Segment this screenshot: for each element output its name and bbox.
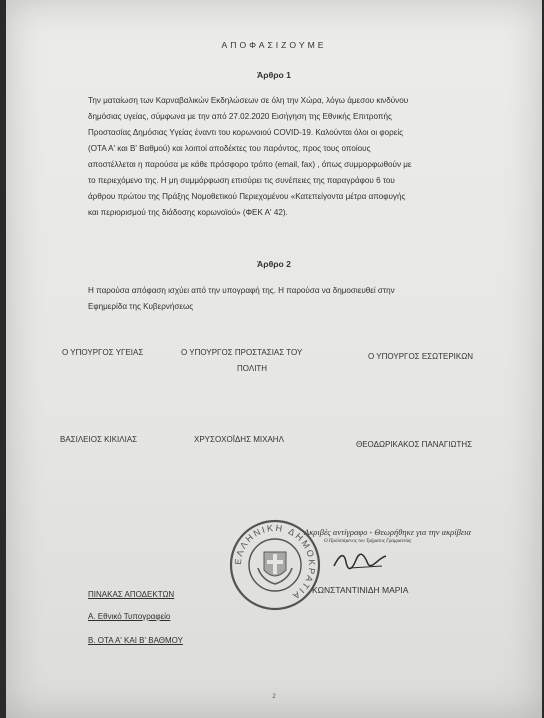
article-1-title: Άρθρο 1: [257, 70, 291, 80]
article-2-line: Η παρούσα απόφαση ισχύει από την υπογραφή της. Η παρούσα να δημοσιευθεί στην: [88, 286, 395, 295]
distribution-item: Β. ΟΤΑ Α' ΚΑΙ Β' ΒΑΘΜΟΥ: [88, 636, 183, 645]
health-minister-name: ΒΑΣΙΛΕΙΟΣ ΚΙΚΙΛΙΑΣ: [60, 435, 138, 444]
article-2-title: Άρθρο 2: [257, 259, 291, 269]
article-1-line: αποστέλλεται η παρούσα με κάθε πρόσφορο τρόπο (email, fax) , όπως συμμορφωθούν με: [88, 160, 412, 169]
seal-text: ΕΛΛΗΝΙΚΗ ΔΗΜΟΚΡΑΤΙΑ: [232, 522, 318, 603]
article-1-line: και περιορισμού της διάδοσης κορωνοϊού» (ΦΕΚ Α' 42).: [88, 208, 288, 217]
interior-minister-title: Ο ΥΠΟΥΡΓΟΣ ΕΣΩΤΕΡΙΚΩΝ: [368, 352, 473, 361]
distribution-item: Α. Εθνικό Τυπογραφείο: [88, 612, 171, 621]
civil-protection-minister-title: Ο ΥΠΟΥΡΓΟΣ ΠΡΟΣΤΑΣΙΑΣ ΤΟΥ: [181, 348, 303, 357]
article-1-body: [88, 93, 476, 221]
certifier-name: ΚΩΝΣΤΑΝΤΙΝΙΔΗ ΜΑΡΙΑ: [312, 585, 409, 595]
decision-heading: ΑΠΟΦΑΣΙΖΟΥΜΕ: [221, 40, 327, 50]
article-2-line: Εφημερίδα της Κυβερνήσεως: [88, 302, 194, 311]
document-page: [6, 0, 542, 718]
article-1-line: Προστασίας Δημόσιας Υγείας έναντι του κορωνοιού COVID-19. Καλούνται όλοι οι φορείς: [88, 128, 404, 137]
certification-role: Ο Προϊστάμενος του Τμήματος Γραμματείας: [324, 539, 412, 544]
certification-note: Ακριβές αντίγραφο - Θεωρήθηκε για την ακρίβεια: [304, 527, 472, 537]
page-number: 2: [272, 694, 276, 700]
article-1-line: το περιεχόμενο της. Η μη συμμόρφωση επισύρει τις συνέπειες της παραγράφου 6 του: [88, 176, 395, 185]
interior-minister-name: ΘΕΟΔΩΡΙΚΑΚΟΣ ΠΑΝΑΓΙΩΤΗΣ: [356, 440, 473, 449]
article-1-line: (ΟΤΑ Α' και Β' Βαθμού) και λοιποί αποδέκτες του παρόντος, προς τους οποίους: [88, 144, 371, 153]
coat-of-arms-icon: [258, 552, 292, 584]
article-1-line: άρθρου πρώτου της Πράξης Νομοθετικού Περιεχομένου «Κατεπείγοντα μέτρα αποφυγής: [88, 192, 406, 201]
article-2-body: [88, 283, 476, 315]
handwritten-signature: [330, 548, 390, 574]
civil-protection-minister-title-cont: ΠΟΛΙΤΗ: [237, 364, 268, 373]
article-1-line: Την ματαίωση των Καρναβαλικών Εκδηλώσεων σε όλη την Χώρα, λόγω άμεσου κινδύνου: [88, 96, 409, 105]
distribution-title: ΠΙΝΑΚΑΣ ΑΠΟΔΕΚΤΩΝ: [88, 590, 175, 599]
health-minister-title: Ο ΥΠΟΥΡΓΟΣ ΥΓΕΙΑΣ: [62, 348, 144, 357]
article-1-line: δημόσιας υγείας, σύμφωνα με την από 27.02.2020 Εισήγηση της Εθνικής Επιτροπής: [88, 112, 392, 121]
civil-protection-minister-name: ΧΡΥΣΟΧΟΪΔΗΣ ΜΙΧΑΗΛ: [194, 435, 284, 444]
